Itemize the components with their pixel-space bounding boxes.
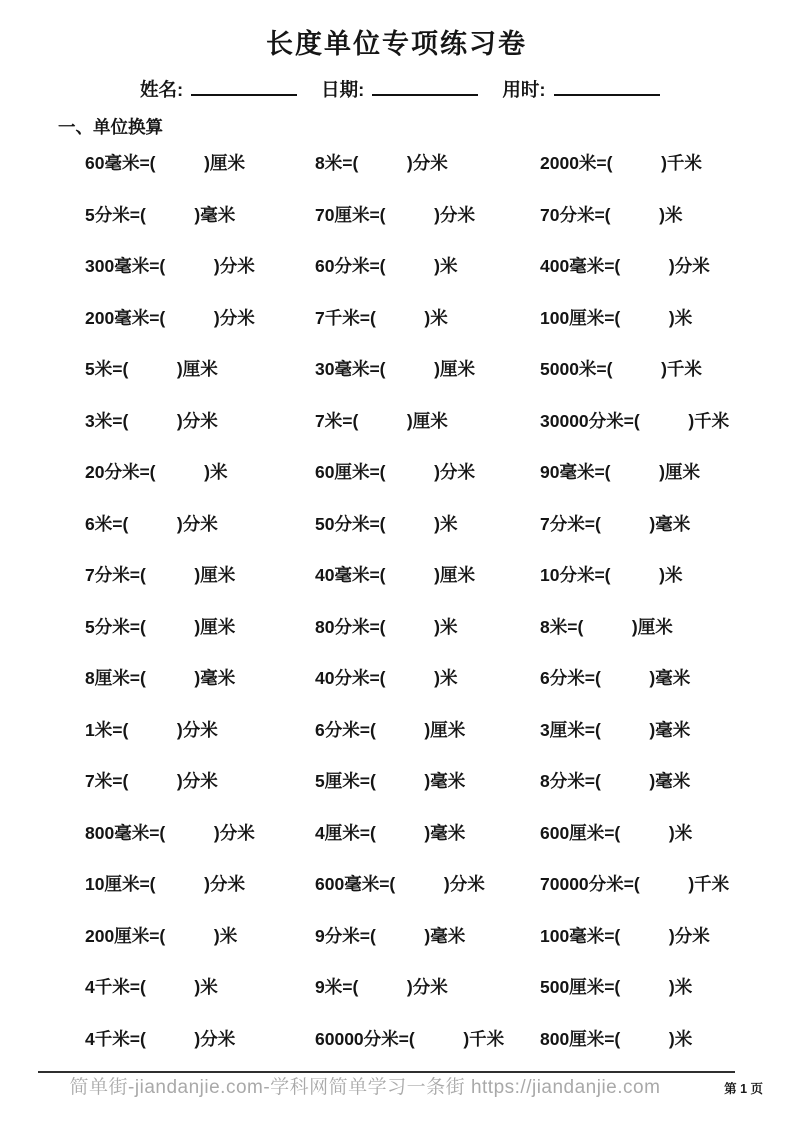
problem-item: 4千米=( )米 bbox=[85, 977, 218, 997]
problem-item: 60毫米=( )厘米 bbox=[85, 153, 245, 173]
problem-item: 30毫米=( )厘米 bbox=[315, 359, 475, 379]
problem-item: 200毫米=( )分米 bbox=[85, 307, 255, 328]
date-label: 日期: bbox=[321, 79, 365, 100]
problem-item: 400毫米=( )分米 bbox=[540, 256, 710, 276]
name-blank bbox=[191, 78, 297, 96]
problem-item: 5米=( )厘米 bbox=[85, 359, 218, 379]
problem-item: 600毫米=( )分米 bbox=[315, 874, 485, 894]
problem-item: 2000米=( )千米 bbox=[540, 153, 702, 173]
problem-item: 8厘米=( )毫米 bbox=[85, 668, 236, 688]
problem-item: 800毫米=( )分米 bbox=[85, 822, 255, 843]
time-used-label: 用时: bbox=[502, 79, 546, 100]
problem-item: 90毫米=( )厘米 bbox=[540, 462, 700, 482]
problem-item: 7分米=( )厘米 bbox=[85, 565, 236, 585]
section-heading: 一、单位换算 bbox=[58, 117, 163, 137]
problem-item: 500厘米=( )米 bbox=[540, 977, 693, 997]
problem-item: 8米=( )分米 bbox=[315, 153, 448, 173]
problem-item: 7千米=( )米 bbox=[315, 307, 448, 328]
problem-item: 7米=( )分米 bbox=[85, 771, 218, 791]
problem-item: 300毫米=( )分米 bbox=[85, 256, 255, 276]
problem-item: 1米=( )分米 bbox=[85, 719, 218, 740]
problem-item: 7分米=( )毫米 bbox=[540, 513, 691, 534]
footer-watermark: 简单街-jiandanjie.com-学科网简单学习一条街 https://jiandanjie.com bbox=[69, 1077, 661, 1098]
problem-item: 8分米=( )毫米 bbox=[540, 771, 691, 791]
problem-item: 600厘米=( )米 bbox=[540, 822, 693, 843]
header-fields bbox=[140, 76, 660, 102]
problem-item: 60分米=( )米 bbox=[315, 256, 458, 276]
name-label: 姓名: bbox=[140, 79, 184, 100]
problem-item: 800厘米=( )米 bbox=[540, 1028, 693, 1049]
problem-item: 5分米=( )毫米 bbox=[85, 204, 236, 225]
problem-item: 60000分米=( )千米 bbox=[315, 1028, 505, 1049]
page-number: 第 1 页 bbox=[724, 1082, 763, 1096]
time-used-blank bbox=[554, 78, 660, 96]
problem-item: 5000米=( )千米 bbox=[540, 359, 702, 379]
problem-item: 20分米=( )米 bbox=[85, 462, 228, 482]
problem-item: 4厘米=( )毫米 bbox=[315, 822, 466, 843]
problem-item: 4千米=( )分米 bbox=[85, 1028, 236, 1049]
problem-item: 70000分米=( )千米 bbox=[540, 874, 730, 894]
problem-item: 3米=( )分米 bbox=[85, 410, 218, 431]
problem-item: 9米=( )分米 bbox=[315, 977, 448, 997]
problem-item: 6分米=( )厘米 bbox=[315, 719, 466, 740]
problem-item: 7米=( )厘米 bbox=[315, 410, 448, 431]
problem-item: 40分米=( )米 bbox=[315, 668, 458, 688]
problem-item: 5厘米=( )毫米 bbox=[315, 771, 466, 791]
problem-item: 40毫米=( )厘米 bbox=[315, 565, 475, 585]
problem-item: 60厘米=( )分米 bbox=[315, 462, 475, 482]
problem-item: 5分米=( )厘米 bbox=[85, 616, 236, 637]
page-title: 长度单位专项练习卷 bbox=[266, 29, 527, 59]
problem-item: 10分米=( )米 bbox=[540, 565, 683, 585]
problem-item: 100厘米=( )米 bbox=[540, 307, 693, 328]
date-blank bbox=[372, 78, 478, 96]
problem-item: 200厘米=( )米 bbox=[85, 925, 238, 946]
problem-item: 70厘米=( )分米 bbox=[315, 204, 475, 225]
problem-item: 80分米=( )米 bbox=[315, 616, 458, 637]
problem-item: 50分米=( )米 bbox=[315, 513, 458, 534]
problems-grid bbox=[85, 138, 793, 1065]
problem-item: 3厘米=( )毫米 bbox=[540, 719, 691, 740]
problem-item: 6米=( )分米 bbox=[85, 513, 218, 534]
problem-item: 10厘米=( )分米 bbox=[85, 874, 245, 894]
problem-item: 6分米=( )毫米 bbox=[540, 668, 691, 688]
problem-item: 8米=( )厘米 bbox=[540, 616, 673, 637]
problem-item: 70分米=( )米 bbox=[540, 204, 683, 225]
problem-item: 9分米=( )毫米 bbox=[315, 925, 466, 946]
problem-item: 100毫米=( )分米 bbox=[540, 925, 710, 946]
problem-item: 30000分米=( )千米 bbox=[540, 410, 730, 431]
